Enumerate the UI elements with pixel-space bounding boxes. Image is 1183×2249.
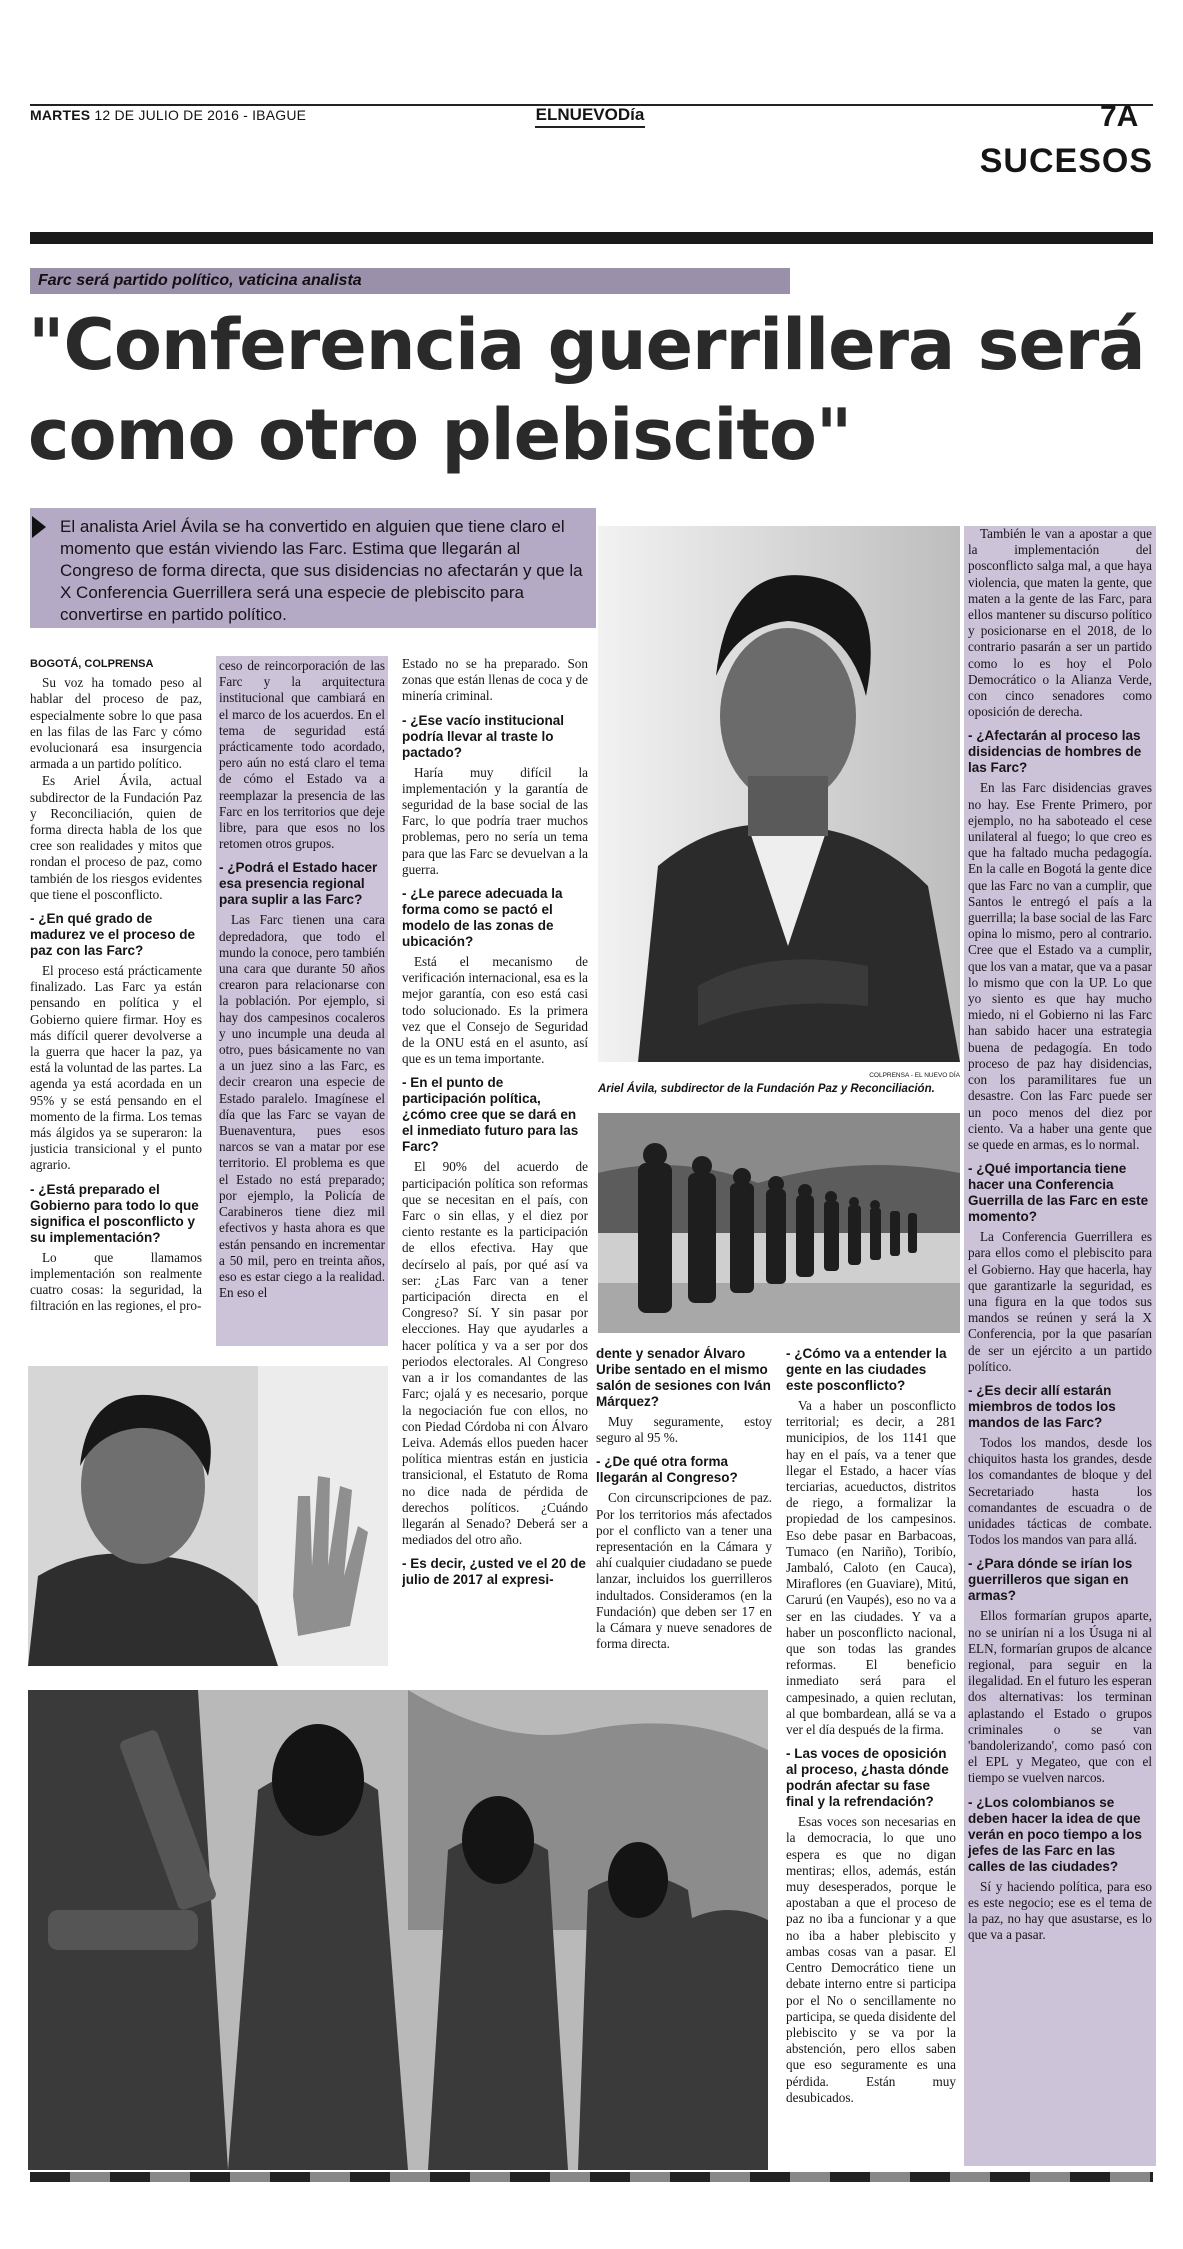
page-number: 7A — [1100, 100, 1139, 133]
avila-gesture-photo — [28, 1366, 388, 1666]
body-paragraph: Estado no se ha preparado. Son zonas que están llenas de coca y de minería criminal. — [402, 656, 588, 704]
body-paragraph: Haría muy difícil la implementación y la garantía de seguridad de la base social de las Farc, lo que podría traer muchos problemas, pero no sería un tema para que las Farc se devuelvan a la guerra. — [402, 764, 588, 877]
column-4 — [596, 1346, 772, 1676]
body-paragraph: Con circunscripciones de paz. Por los territorios más afectados por el conflicto van a tener una representación en la Cámara y ahí cualquier ciudadano se puede lanzar, incluidos los guerrilleros indultados. Consideramos (en la Fundación) que deben ser 17 en la Cámara y nueve senadores de forma directa. — [596, 1490, 772, 1652]
interview-question: - ¿Está preparado el Gobierno para todo lo que significa el posconflicto y su implementación? — [30, 1181, 199, 1245]
body-paragraph: Esas voces son necesarias en la democracia, lo que uno espera es que no digan mentiras; ellos, además, están muy desesperados, porque le apostaban a que el proceso de paz no iba a funcionar y a que no iba a haber plebiscito y ambas cosas van a pasar. El Centro Democrático tiene un debate interno entre si participa por el No o sencillamente no participa, se queda disidente del plebiscito y se va por la abstención, pero ellos saben que eso seguramente es una pérdida. Están muy desubicados. — [786, 1814, 956, 2105]
headline: "Conferencia guerrillera será como otro plebiscito" — [28, 304, 1145, 476]
newspaper-logo: ELNUEVODía — [535, 104, 645, 128]
guerrillas-march-photo — [598, 1113, 960, 1333]
interview-question: - ¿Le parece adecuada la forma como se pactó el modelo de las zonas de ubicación? — [402, 886, 563, 950]
intro-box: El analista Ariel Ávila se ha convertido en alguien que tiene claro el momento que están viviendo las Farc. Estima que llegarán al Congreso de forma directa, que sus disidencias no afectarán y que la X Conferencia Guerrillera será una especie de plebiscito para convertirse en partido político. — [30, 508, 596, 628]
body-paragraph: Lo que llamamos implementación son realmente cuatro cosas: la seguridad, la filtración en las regiones, el pro- — [30, 1249, 202, 1314]
body-paragraph: La Conferencia Guerrillera es para ellos como el plebiscito para el Gobierno. Hay que hacerla, hay que garantizarle la seguridad, es una figura en la que todos sus mandos se reúnen y será la X Conferencia, por la que pasarían de ser un ejército a un partido político. — [968, 1229, 1152, 1374]
body-paragraph: Está el mecanismo de verificación internacional, esa es la mejor garantía, con eso está casi todo solucionado. Es la primera vez que el Consejo de Seguridad de la ONU está en el asunto, así que es un tema importante. — [402, 954, 588, 1067]
photo-credit: COLPRENSA - EL NUEVO DÍA — [869, 1072, 960, 1079]
interview-question: - ¿De qué otra forma llegarán al Congreso? — [596, 1454, 738, 1486]
column-5 — [786, 1346, 956, 2136]
column-6 — [964, 526, 1156, 2166]
interview-question: dente y senador Álvaro Uribe sentado en el mismo salón de sesiones con Iván Márquez? — [596, 1346, 771, 1409]
body-paragraph: Las Farc tienen una cara depredadora, que todo el mundo la conoce, pero también una cara que durante 50 años crearon para relacionarse con la población. Por ejemplo, si hay dos campesinos cocaleros y uno incumple una deuda al otro, pues básicamente no van a un juez sino a las Farc, es decir crearon una especie de Estado paralelo. Imagínese el día que las Farc se vayan de Buenaventura, pues esos narcos se van a matar por ese territorio. El problema es que el Estado no está preparado; por ejemplo, la Policía de Carabineros tiene diez mil efectivos y hasta ahora es que están pensando en incrementar a 50 mil, pero en treinta años, eso es estar ciego a la realidad. En eso el — [219, 912, 385, 1301]
interview-question: - ¿Afectarán al proceso las disidencias de hombres de las Farc? — [968, 728, 1142, 776]
body-paragraph: ceso de reincorporación de las Farc y la arquitectura institucional que cambiará en el marco de los acuerdos. En el tema de seguridad está prácticamente todo acordado, pero aún no está claro el tema de cómo el Estado va a reemplazar la presencia de las Farc en los territorios que deje libre, para que esos no los retomen otros grupos. — [219, 658, 385, 852]
interview-question: - ¿Es decir allí estarán miembros de todos los mandos de las Farc? — [968, 1382, 1116, 1430]
body-paragraph: Ellos formarían grupos aparte, no se unirían ni a los Úsuga ni al ELN, formarían grupos de alcance regional, para seguir en la ilegalidad. En el futuro les esperan dos alternativas: los terminan aplastando el Estado o grupos criminales o se van 'bandolerizando', como pasó con el EPL y Megateo, que con el tiempo se vuelven narcos. — [968, 1608, 1152, 1786]
issue-date: MARTES 12 DE JULIO DE 2016 - IBAGUE — [30, 107, 307, 123]
interview-question: - ¿Podrá el Estado hacer esa presencia regional para suplir a las Farc? — [219, 860, 378, 908]
interview-question: - ¿Qué importancia tiene hacer una Conferencia Guerrilla de las Farc en este momento? — [968, 1161, 1149, 1225]
footer-bar — [30, 2172, 1153, 2182]
interview-question: - En el punto de participación política, ¿cómo cree que se dará en el inmediato futuro para las Farc? — [402, 1075, 579, 1155]
body-paragraph: Todos los mandos, desde los chiquitos hasta los grandes, desde los comandantes de bloque y del Secretariado hasta los comandantes de escuadra o de unidades tácticas de combate. Todos los mandos van para allá. — [968, 1434, 1152, 1548]
body-paragraph: Su voz ha tomado peso al hablar del proceso de paz, especialmente sobre lo que pasa en las filas de las Farc y cómo evolucionará esa insurgencia armada a un partido político. — [30, 675, 202, 772]
column-1 — [30, 656, 202, 1328]
dateline: BOGOTÁ, COLPRENSA — [30, 658, 154, 670]
body-paragraph: Sí y haciendo política, para eso es este negocio; ese es el tema de la paz, no hay que asustarse, es lo que va a pasar. — [968, 1878, 1152, 1943]
body-paragraph: Muy seguramente, estoy seguro al 95 %. — [596, 1414, 772, 1446]
section-bar — [30, 232, 1153, 244]
portrait-caption: Ariel Ávila, subdirector de la Fundación Paz y Reconciliación. — [598, 1083, 935, 1095]
column-3 — [402, 656, 588, 1672]
interview-question: - ¿Los colombianos se deben hacer la idea de que verán en poco tiempo a los jefes de las Farc en las calles de las ciudades? — [968, 1794, 1143, 1874]
column-2 — [216, 656, 388, 1346]
interview-question: - Es decir, ¿usted ve el 20 de julio de 2017 al expresi- — [402, 1556, 586, 1588]
body-paragraph: También le van a apostar a que la implementación del posconflicto salga mal, a que haya violencia, que maten la gente, que maten a la gente de las Farc, para ellos mantener su discurso político y posicionarse en el 2018, de lo contrario pasarán a ser un partido como lo es hoy el Polo Democrático o la Alianza Verde, con cinco senadores como oposición de derecha. — [968, 526, 1152, 720]
armed-guerrillas-photo — [28, 1690, 768, 2170]
section-title: SUCESOS — [979, 142, 1153, 180]
body-paragraph: El 90% del acuerdo de participación política son reformas que se necesitan en el país, con Farc o sin ellas, y el diez por ciento restante es la participación de ellos efectiva. Hay que decírselo al país, por qué así va ser: ¿Las Farc van a tener participación directa en el Congreso? Sí. Y sin pasar por elecciones. Hay que ayudarles a hacer política y va a ser por dos periodos electorales. Al Congreso van a ir los comandantes de las Farc; ojalá y es necesario, porque la negociación fue con ellos, no con Piedad Córdoba ni con Álvaro Leiva. Además ellos pueden hacer política mientras están en justicia transicional, el Estatuto de Roma no dice nada de pérdida de derechos políticos. ¿Cuándo llegarán al Senado? Deberá ser a mediados del otro año. — [402, 1159, 588, 1548]
interview-question: - ¿Ese vacío institucional podría llevar al traste lo pactado? — [402, 712, 565, 760]
body-paragraph: El proceso está prácticamente finalizado. Las Farc ya están pensando en política y el Gobierno quiere firmar. Hoy es más difícil querer devolverse a la guerra que hacer la paz, ya está la voluntad de las partes. La agenda ya está acordada en un 95% y se está pensando en el momento de la firma. Los temas más álgidos ya se superaron: la justicia transicional y el punto agrario. — [30, 963, 202, 1173]
interview-question: - ¿Cómo va a entender la gente en las ciudades este posconflicto? — [786, 1346, 947, 1393]
interview-question: - ¿Para dónde se irían los guerrilleros que sigan en armas? — [968, 1556, 1133, 1604]
portrait-photo — [598, 526, 960, 1062]
interview-question: - Las voces de oposición al proceso, ¿hasta dónde podrán afectar su fase final y la refrendación? — [786, 1746, 949, 1810]
interview-question: - ¿En qué grado de madurez ve el proceso de paz con las Farc? — [30, 911, 196, 959]
body-paragraph: Va a haber un posconflicto territorial; es decir, a 281 municipios, de los 1141 que hay en el país, va a tener que llegar el Estado, a hacer vías terciarias, acueductos, distritos de riego, a formalizar la propiedad de los campesinos. Eso debe pasar en Barbacoas, Tumaco (en Nariño), Toribío, Jambaló, Caloto (en Cauca), Miraflores (en Guaviare), Mitú, Carurú (en Vaupés), eso no va a ser en las ciudades. Y va a haber un posconflicto nacional, que son todas las grandes reformas. El beneficio inmediato será para el campesinado, a quien reclutan, al que bombardean, allá se va a ver el día después de la firma. — [786, 1398, 956, 1738]
body-paragraph: En las Farc disidencias graves no hay. Ese Frente Primero, por ejemplo, no ha saboteado el cese unilateral al fuego; lo que creo es que ha faltado mucha pedagogía. En la calle en Bogotá la gente dice que las Farc no van a cumplir, que Santos le entregó el país a la guerrilla; la base social de las Farc opina lo mismo, pero al contrario. Cree que el Estado va a cumplir, que los van a matar, que va a pasar lo mismo que con la UP. Lo que yo siento es que hay mucho miedo, ni el Gobierno ni las Farc han sabido hacer una estrategia buena de pedagogía. En todo proceso de paz hay disidencias, con los paramilitares fue un desastre. Con las Farc puede ser un poco menos del diez por ciento. Va a haber una gente que se quede en armas, es lo normal. — [968, 780, 1152, 1152]
kicker: Farc será partido político, vaticina analista — [30, 268, 790, 294]
body-paragraph: Es Ariel Ávila, actual subdirector de la Fundación Paz y Reconciliación, quien de forma directa habla de los que cree son realidades y mitos que rondan el proceso de paz, como también de los riesgos evidentes que tiene el posconflicto. — [30, 773, 202, 902]
arrow-icon — [32, 516, 46, 538]
